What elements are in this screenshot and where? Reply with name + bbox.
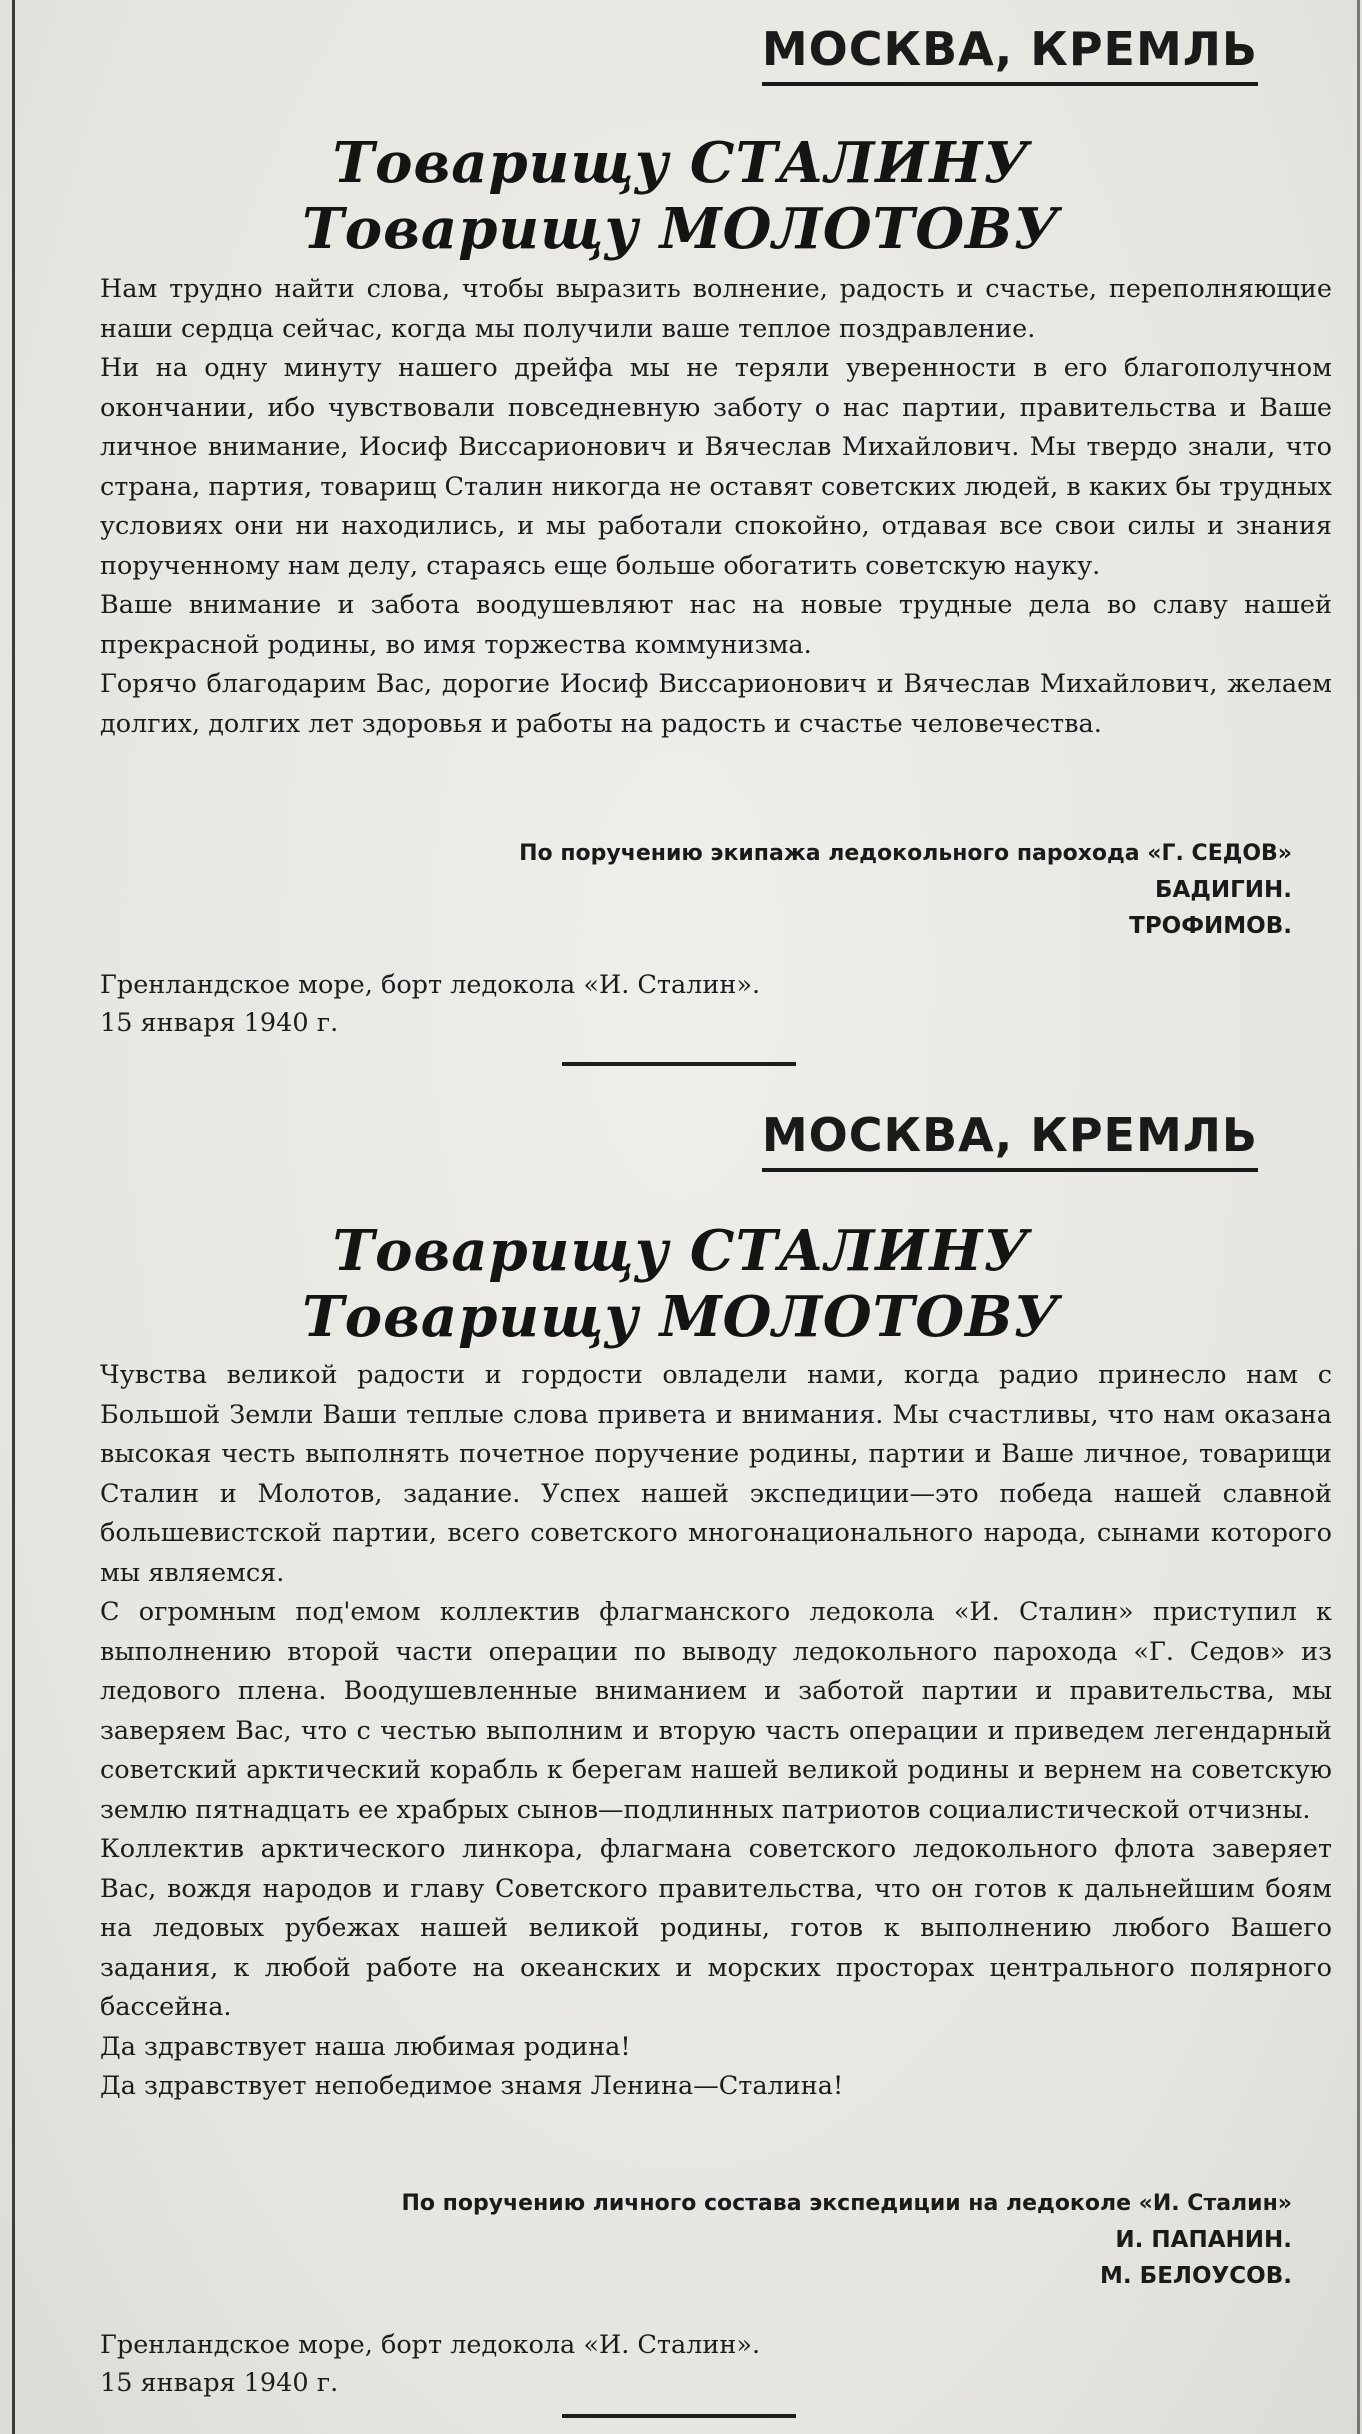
addressee-molotov: Товарищу МОЛОТОВУ [302, 1284, 1060, 1350]
paragraph: Нам трудно найти слова, чтобы выразить волнение, радость и счастье, переполняющие наши сердца сейчас, когда мы получили ваше теплое поздравление. [100, 274, 1332, 344]
place-date-block [100, 2326, 760, 2402]
place-line: Гренландское море, борт ледокола «И. Сталин». [100, 970, 761, 1000]
addressee-molotov: Товарищу МОЛОТОВУ [302, 196, 1060, 262]
signature-name: БАДИГИН. [1155, 877, 1292, 903]
place-date-block [100, 966, 760, 1042]
paragraph: Да здравствует непобедимое знамя Ленина—Сталина! [100, 2071, 844, 2101]
paragraph: Чувства великой радости и гордости овладели нами, когда радио принесло нам с Большой Земли Ваши теплые слова привета и внимания. Мы счастливы, что нам оказана высокая честь выполнять почетное поручение родины, партии и Ваше личное, товарищи Сталин и Молотов, задание. Успех нашей экспедиции—это победа нашей славной большевистской партии, всего советского многонационального народа, сынами которого мы являемся. [100, 1360, 1332, 1588]
paragraph: Да здравствует наша любимая родина! [100, 2031, 631, 2062]
place-line: Гренландское море, борт ледокола «И. Сталин». [100, 2330, 761, 2360]
paragraph: С огромным под'емом коллектив флагманского ледокола «И. Сталин» приступил к выполнению второй части операции по выводу ледокольного парохода «Г. Седов» из ледового плена. Воодушевленные вниманием и заботой партии и правительства, мы заверяем Вас, что с честью выполним и вторую часть операции и приведем легендарный советский арктический корабль к берегам нашей великой родины и вернем на советскую землю пятнадцать ее храбрых сынов—подлинных патриотов социалистической отчизны. [100, 1597, 1332, 1825]
section-divider [562, 2414, 796, 2418]
signature-block [401, 2186, 1292, 2294]
paragraph: Ваше внимание и забота воодушевляют нас на новые трудные дела во славу нашей прекрасной родины, во имя торжества коммунизма. [100, 590, 1332, 660]
signature-lead: По поручению личного состава экспедиции на ледоколе «И. Сталин» [401, 2191, 1292, 2216]
letter-body [100, 1356, 1332, 2107]
paragraph: Коллектив арктического линкора, флагмана советского ледокольного флота заверяет Вас, вождя народов и главу Советского правительства, что он готов к дальнейшим боям на ледовых рубежах нашей великой родины, готов к выполнению любого Вашего задания, к любой работе на океанских и морских просторах центрального полярного бассейна. [100, 1834, 1332, 2022]
signature-name: М. БЕЛОУСОВ. [1100, 2263, 1292, 2289]
dateline: МОСКВА, КРЕМЛЬ [762, 1108, 1258, 1172]
paragraph: Ни на одну минуту нашего дрейфа мы не теряли уверенности в его благополучном окончании, ибо чувствовали повседневную заботу о нас партии, правительства и Ваше личное внимание, Иосиф Виссарионович и Вячеслав Михайлович. Мы твердо знали, что страна, партия, товарищ Сталин никогда не оставят советских людей, в каких бы трудных условиях они ни находились, и мы работали спокойно, отдавая все свои силы и знания порученному нам делу, стараясь еще больше обогатить советскую науку. [100, 353, 1332, 581]
dateline: МОСКВА, КРЕМЛЬ [762, 22, 1258, 86]
letter-body [100, 270, 1332, 744]
signature-name: И. ПАПАНИН. [1115, 2227, 1292, 2253]
addressee-stalin: Товарищу СТАЛИНУ [332, 1218, 1030, 1284]
signature-name: ТРОФИМОВ. [1129, 913, 1292, 939]
page-edge-left [12, 0, 15, 2434]
date-line: 15 января 1940 г. [100, 1008, 339, 1038]
section-divider [562, 1062, 796, 1066]
signature-lead: По поручению экипажа ледокольного парохода «Г. СЕДОВ» [519, 841, 1292, 866]
page-edge-right [1357, 0, 1360, 2434]
addressee-block [0, 130, 1362, 262]
signature-block [519, 836, 1292, 944]
addressee-block [0, 1218, 1362, 1350]
addressee-stalin: Товарищу СТАЛИНУ [332, 130, 1030, 196]
date-line: 15 января 1940 г. [100, 2368, 339, 2398]
paragraph: Горячо благодарим Вас, дорогие Иосиф Виссарионович и Вячеслав Михайлович, желаем долгих, долгих лет здоровья и работы на радость и счастье человечества. [100, 669, 1332, 739]
